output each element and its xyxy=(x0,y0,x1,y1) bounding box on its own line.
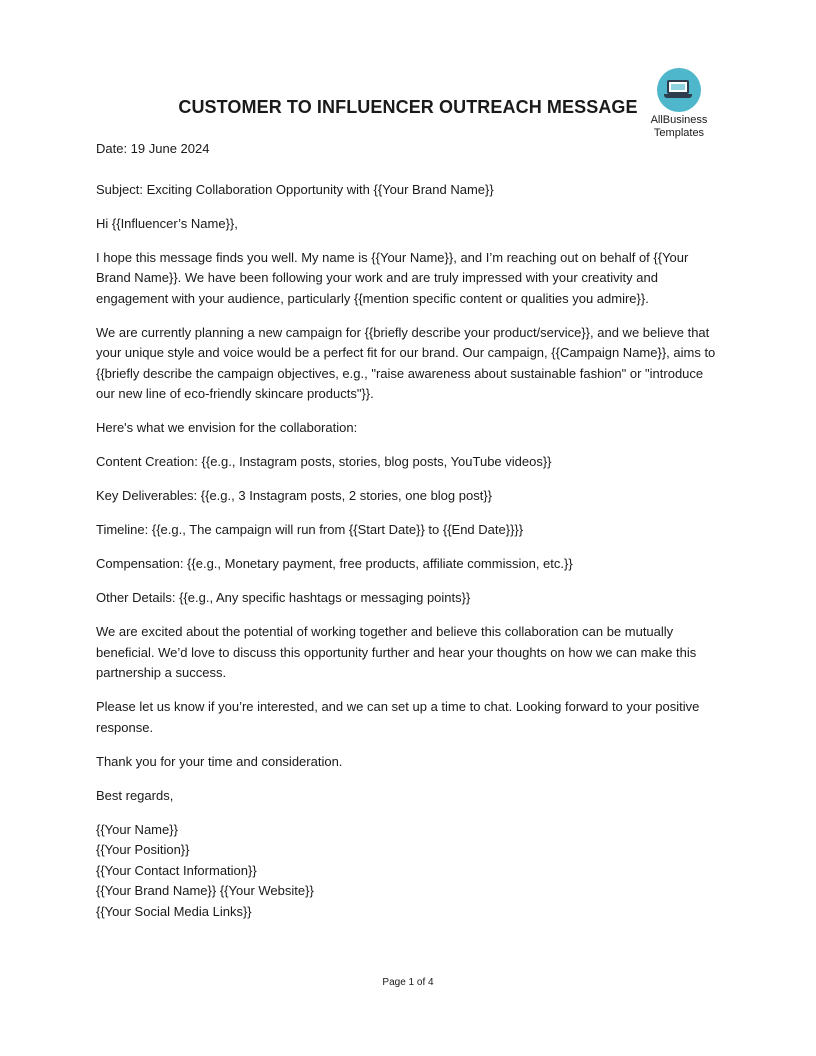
signature-contact: {{Your Contact Information}} xyxy=(96,862,257,878)
item-compensation: Compensation: {{e.g., Monetary payment, free products, affiliate commission, etc.}} xyxy=(96,556,573,571)
paragraph-campaign: We are currently planning a new campaign for {{briefly describe your product/service}}, and we believe that your unique style and voice would be a perfect fit for our brand. Our campaign, {{Campaign Name}}, aims to {{briefly describe the campaign objectives, e.g., "raise awareness about sustainable fashion" or "introduce our new line of eco-friendly skincare products"}}. xyxy=(96,324,716,401)
subject-line: Subject: Exciting Collaboration Opportunity with {{Your Brand Name}} xyxy=(96,181,494,197)
page-number: Page 1 of 4 xyxy=(382,977,434,988)
date-line: Date: 19 June 2024 xyxy=(96,141,210,156)
signature-block xyxy=(96,820,720,923)
logo-line-1: AllBusiness xyxy=(650,114,708,126)
item-other-details: Other Details: {{e.g., Any specific hashtags or messaging points}} xyxy=(96,590,471,605)
item-key-deliverables: Key Deliverables: {{e.g., 3 Instagram posts, 2 stories, one blog post}} xyxy=(96,488,493,503)
item-content-creation: Content Creation: {{e.g., Instagram posts, stories, blog posts, YouTube videos}} xyxy=(96,454,552,469)
signature-name: {{Your Name}} xyxy=(96,821,178,837)
paragraph-intro: I hope this message finds you well. My name is {{Your Name}}, and I’m reaching out on behalf of {{Your Brand Name}}. We have been following your work and are truly impressed with your creativity and engagement with your audience, particularly {{mention specific content or qualities you admire}}. xyxy=(96,249,689,306)
greeting: Hi {{Influencer’s Name}}, xyxy=(96,215,238,231)
closing: Best regards, xyxy=(96,787,174,803)
item-timeline: Timeline: {{e.g., The campaign will run from {{Start Date}} to {{End Date}}}} xyxy=(96,522,524,537)
paragraph-excited: We are excited about the potential of working together and believe this collaboration can be mutually beneficial. We’d love to discuss this opportunity further and hear your thoughts on how we can make this partnership a success. xyxy=(96,624,697,680)
paragraph-interested: Please let us know if you’re interested, and we can set up a time to chat. Looking forward to your positive response. xyxy=(96,699,700,735)
logo-line-2: Templates xyxy=(653,127,705,139)
paragraph-thanks: Thank you for your time and consideration. xyxy=(96,753,343,769)
signature-brand-website: {{Your Brand Name}} {{Your Website}} xyxy=(96,883,314,898)
signature-social: {{Your Social Media Links}} xyxy=(96,903,252,919)
document-title: CUSTOMER TO INFLUENCER OUTREACH MESSAGE xyxy=(178,97,638,117)
letter-body xyxy=(96,139,720,936)
paragraph-envision: Here's what we envision for the collaboration: xyxy=(96,420,358,435)
signature-position: {{Your Position}} xyxy=(96,842,190,857)
